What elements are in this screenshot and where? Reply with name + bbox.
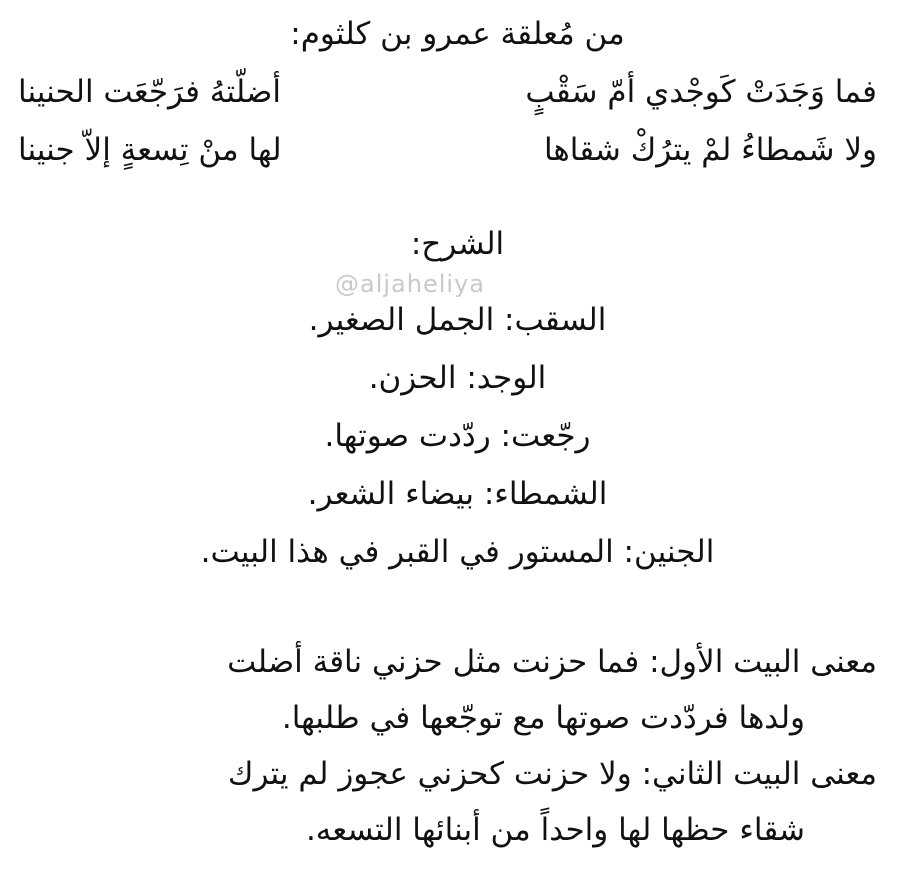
verse-2-first-half: ولا شَمطاءُ لمْ يترُكْ شقاها (543, 132, 877, 168)
explanation-item: السقب: الجمل الصغير. (308, 302, 607, 338)
poem-title: من مُعلقة عمرو بن كلثوم: (290, 16, 625, 52)
verse-line-1 (0, 70, 915, 114)
verse-1-second-half: أضلّتهُ فرَجّعَت الحنينا (18, 74, 281, 110)
explanation-item: الجنين: المستور في القبر في هذا البيت. (200, 534, 715, 570)
meaning-1-line-2: ولدها فردّدت صوتها مع توجّعها في طلبها. (281, 700, 805, 736)
meaning-1-line-1: معنى البيت الأول: فما حزنت مثل حزني ناقة أضلت (227, 644, 877, 680)
verse-2-second-half: لها منْ تِسعةٍ إلاّ جنينا (18, 132, 282, 168)
verse-1-first-half: فما وَجَدَتْ كَوجْدي أمّ سَقْبٍ (525, 74, 877, 110)
explanation-item: رجّعت: ردّدت صوتها. (324, 418, 591, 454)
verse-line-2 (0, 128, 915, 172)
explanation-item: الوجد: الحزن. (368, 360, 547, 396)
watermark: @aljaheliya (335, 270, 485, 298)
explanation-item: الشمطاء: بيضاء الشعر. (307, 476, 608, 512)
meaning-2-line-2: شقاء حظها لها واحداً من أبنائها التسعه. (305, 812, 805, 848)
explanation-heading: الشرح: (410, 226, 505, 262)
meaning-2-line-1: معنى البيت الثاني: ولا حزنت كحزني عجوز لم يترك (227, 756, 877, 792)
